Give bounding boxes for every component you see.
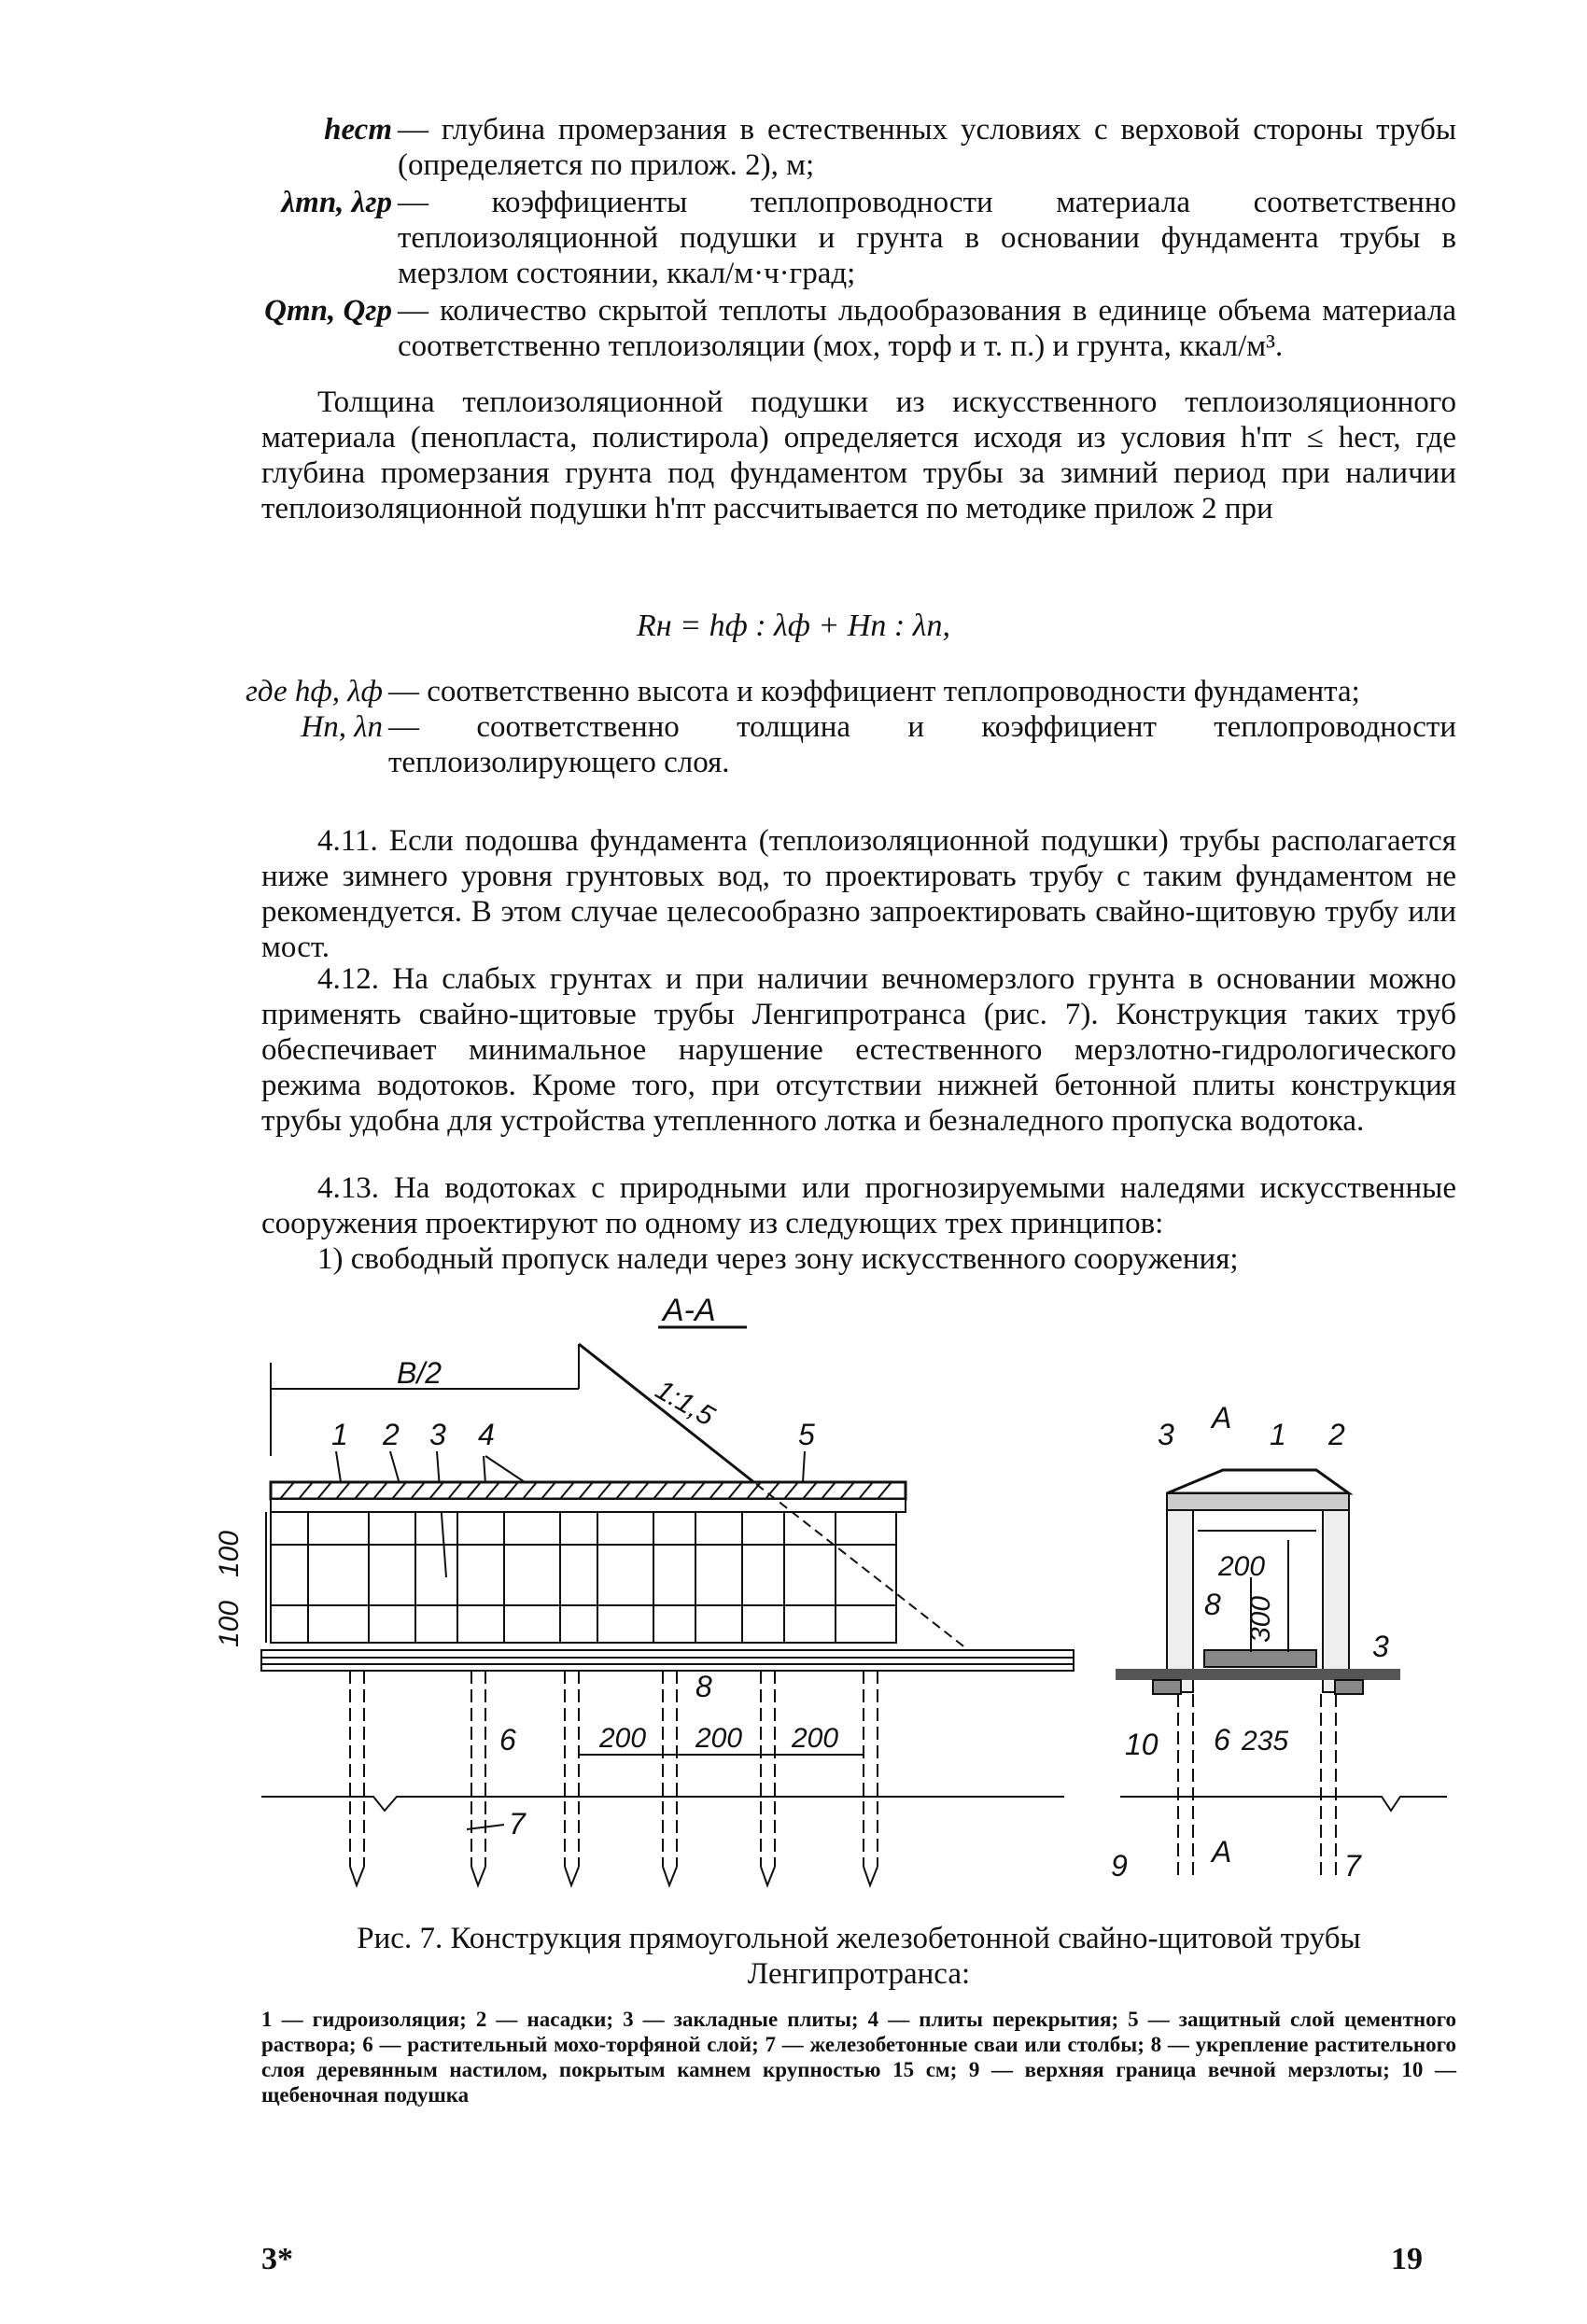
- definition-text: — количество скрытой теплоты льдообразования в единице объема материала соответственно теплоизоляции (мох, торф и т. п.) и грунта, ккал/м³.: [398, 294, 1456, 363]
- definition-symbol: hест: [324, 113, 392, 147]
- callout-4: 4: [478, 1418, 495, 1451]
- section-dim-200: 200: [1218, 1551, 1266, 1582]
- callout-6: 6: [499, 1723, 516, 1757]
- dim-100-bottom: 100: [214, 1600, 245, 1647]
- callout-8: 8: [695, 1670, 712, 1703]
- paragraph-4-13: 4.13. На водотоках с природными или прогнозируемыми наледями искусственные сооружения проектируют по одному из следующих трех принципов:: [261, 1171, 1456, 1240]
- definition-text: — соответственно высота и коэффициент теплопроводности фундамента;: [388, 675, 1360, 708]
- section-mark-a-bottom: А: [1212, 1835, 1232, 1869]
- section-callout-8: 8: [1204, 1588, 1221, 1621]
- paragraph-insulation: Толщина теплоизоляционной подушки из искусственного теплоизоляционного материала (пенопласта, полистирола) определяется исходя из условия h'пт ≤ hест, где глубина промерзания грунта под фундаментом трубы за зимний период при наличии теплоизоляционной подушки h'пт рассчитывается по методике прилож 2 при: [261, 385, 1456, 525]
- paragraph-4-12: 4.12. На слабых грунтах и при наличии вечномерзлого грунта в основании можно применять свайно-щитовые трубы Ленгипротранса (рис. 7). Конструкция таких труб обеспечивает минимальное нарушение естественного мерзлотно-гидрологического режима водотоков. Кроме того, при отсутствии нижней бетонной плиты конструкция трубы удобна для устройства утепленного лотка и безналедного пропуска водотока.: [261, 962, 1456, 1138]
- section-callout-10: 10: [1125, 1728, 1159, 1761]
- paragraph-4-11: 4.11. Если подошва фундамента (теплоизоляционной подушки) трубы располагается ниже зимнего уровня грунтовых вод, то проектировать трубу с таким фундаментом не рекомендуется. В этом случае целесообразно запроектировать свайно-щитовую трубу или мост.: [261, 824, 1456, 964]
- definition-symbol: где hф, λф: [245, 675, 383, 708]
- section-callout-9: 9: [1111, 1849, 1128, 1883]
- section-callout-3: 3: [1158, 1418, 1174, 1451]
- section-callout-2: 2: [1328, 1418, 1345, 1451]
- callout-3: 3: [429, 1418, 446, 1451]
- footer-signature: 3*: [261, 2242, 293, 2276]
- dim-200-b: 200: [695, 1723, 743, 1754]
- callout-7: 7: [509, 1807, 526, 1841]
- callout-5: 5: [798, 1418, 815, 1451]
- definition-symbol: λтп, λгр: [281, 186, 392, 219]
- dim-200-a: 200: [599, 1723, 647, 1754]
- formula: Rн = hф : λф + Hп : λп,: [637, 609, 950, 643]
- section-callout-3b: 3: [1372, 1630, 1389, 1663]
- definition-text: — глубина промерзания в естественных условиях с верховой стороны трубы (определяется по прилож. 2), м;: [398, 113, 1456, 182]
- definition-symbol: Hп, λп: [301, 710, 383, 744]
- definition-symbol: Qтп, Qгр: [264, 294, 392, 328]
- figure-legend: 1 — гидроизоляция; 2 — насадки; 3 — закладные плиты; 4 — плиты перекрытия; 5 — защитный слой цементного раствора; 6 — растительный мохо-торфяной слой; 7 — железобетонные сваи или столбы; 8 — укрепление растительного слоя деревянным настилом, покрытым камнем крупностью 15 см; 9 — верхняя граница вечной мерзлоты; 10 — щебеночная подушка: [261, 2008, 1456, 2107]
- slope-label: 1:1,5: [650, 1374, 720, 1433]
- section-label: А-А: [663, 1293, 716, 1328]
- figure-caption: Рис. 7. Конструкция прямоугольной железобетонной свайно-щитовой трубы Ленгипротранса:: [357, 1922, 1361, 1991]
- callout-1: 1: [331, 1418, 348, 1451]
- section-dim-235: 235: [1242, 1726, 1289, 1757]
- callout-2: 2: [383, 1418, 400, 1451]
- section-mark-a-top: А: [1212, 1401, 1232, 1435]
- definition-text: — соответственно толщина и коэффициент теплопроводности теплоизолирующего слоя.: [388, 710, 1456, 779]
- definition-text: — коэффициенты теплопроводности материала соответственно теплоизоляционной подушки и грунта в основании фундамента трубы в мерзлом состоянии, ккал/м·ч·град;: [398, 186, 1456, 290]
- section-dim-300: 300: [1245, 1595, 1276, 1643]
- dim-b2: B/2: [397, 1356, 442, 1390]
- section-callout-7: 7: [1344, 1849, 1361, 1883]
- dim-200-c: 200: [792, 1723, 839, 1754]
- page-number: 19: [1391, 2242, 1423, 2276]
- section-callout-6: 6: [1214, 1723, 1230, 1757]
- list-item-1: 1) свободный пропуск наледи через зону искусственного сооружения;: [317, 1242, 1239, 1276]
- dim-100-top: 100: [214, 1530, 245, 1577]
- section-callout-1: 1: [1270, 1418, 1286, 1451]
